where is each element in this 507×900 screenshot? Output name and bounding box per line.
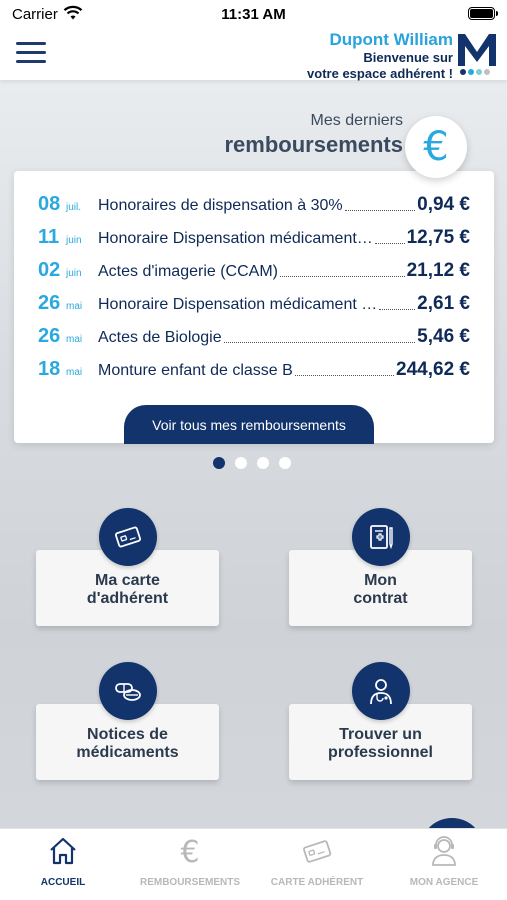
dotted-leader (224, 342, 416, 343)
tile-label: Trouver un professionnel (328, 726, 433, 761)
agent-icon (428, 835, 460, 867)
row-month: juin (66, 268, 82, 279)
tile-label: Ma carte d'adhérent (86, 572, 169, 607)
row-amount: 244,62 € (396, 359, 470, 380)
row-month: mai (66, 367, 83, 378)
tab-home[interactable] (0, 829, 126, 900)
battery-icon (468, 7, 495, 20)
tile-label: Notices de médicaments (76, 726, 179, 761)
row-day: 11 (38, 226, 60, 248)
status-bar (0, 0, 507, 30)
reimbursement-row[interactable] (38, 325, 470, 353)
tab-reimbursements[interactable] (127, 829, 253, 900)
doctor-icon (352, 662, 410, 720)
row-amount: 21,12 € (406, 260, 470, 281)
row-label: Actes de Biologie (98, 329, 222, 346)
home-icon (47, 835, 79, 867)
tab-my-agency[interactable] (381, 829, 507, 900)
row-label: Monture enfant de classe B (98, 362, 293, 379)
row-month: mai (66, 334, 83, 345)
tile-label: Mon contrat (353, 572, 408, 607)
euro-symbol: € (423, 124, 449, 170)
euro-icon (174, 835, 206, 867)
row-amount: 2,61 € (417, 293, 470, 314)
reimbursement-row[interactable] (38, 259, 470, 287)
row-label: Honoraires de dispensation à 30% (98, 197, 343, 214)
card-icon (301, 835, 333, 867)
tab-label: REMBOURSEMENTS (139, 877, 240, 888)
bottom-tab-bar (0, 828, 507, 900)
euro-icon (405, 116, 467, 178)
reimbursement-row[interactable] (38, 358, 470, 386)
row-month: juin (66, 235, 82, 246)
carrier-label: Carrier (12, 6, 58, 23)
row-amount: 12,75 € (406, 227, 470, 248)
reimbursement-row[interactable] (38, 226, 470, 254)
reimbursement-row[interactable] (38, 292, 470, 320)
user-name: Dupont William (329, 30, 453, 49)
brand-logo (455, 30, 499, 76)
page-dot[interactable] (279, 457, 291, 469)
section-subtitle: Mes derniers (310, 112, 403, 129)
app-header (0, 30, 507, 80)
page-dot[interactable] (257, 457, 269, 469)
tab-member-card[interactable] (254, 829, 380, 900)
row-day: 08 (38, 193, 61, 215)
dotted-leader (379, 309, 415, 310)
dotted-leader (345, 210, 416, 211)
tab-label: CARTE ADHÉRENT (270, 877, 364, 888)
page-dot[interactable] (235, 457, 247, 469)
see-all-reimbursements-button[interactable]: Voir tous mes remboursements (124, 405, 374, 444)
row-amount: 0,94 € (417, 194, 470, 215)
welcome-text-line2: votre espace adhérent ! (307, 66, 453, 81)
member-card-icon (99, 508, 157, 566)
row-month: juil. (66, 202, 82, 213)
svg-text:€: € (180, 835, 200, 867)
reimbursements-card[interactable] (14, 171, 494, 443)
dotted-leader (295, 375, 394, 376)
tab-label: ACCUEIL (40, 877, 86, 888)
row-label: Actes d'imagerie (CCAM) (98, 263, 278, 280)
dotted-leader (375, 243, 405, 244)
clock: 11:31 AM (221, 6, 286, 23)
section-title: remboursements (224, 132, 403, 157)
row-label: Honoraire Dispensation médicament … (98, 296, 378, 313)
row-month: mai (66, 301, 83, 312)
dotted-leader (280, 276, 405, 277)
row-day: 02 (38, 259, 61, 281)
contract-icon (352, 508, 410, 566)
tab-label: MON AGENCE (409, 877, 479, 888)
menu-icon[interactable] (16, 42, 46, 64)
row-label: Honoraire Dispensation médicament… (98, 230, 373, 247)
row-amount: 5,46 € (417, 326, 470, 347)
pills-icon (99, 662, 157, 720)
carousel-pagination (213, 457, 291, 469)
row-day: 26 (38, 292, 61, 314)
row-day: 26 (38, 325, 61, 347)
welcome-text-line1: Bienvenue sur (363, 50, 453, 65)
page-dot-active[interactable] (213, 457, 225, 469)
row-day: 18 (38, 358, 61, 380)
reimbursement-row[interactable] (38, 193, 470, 221)
